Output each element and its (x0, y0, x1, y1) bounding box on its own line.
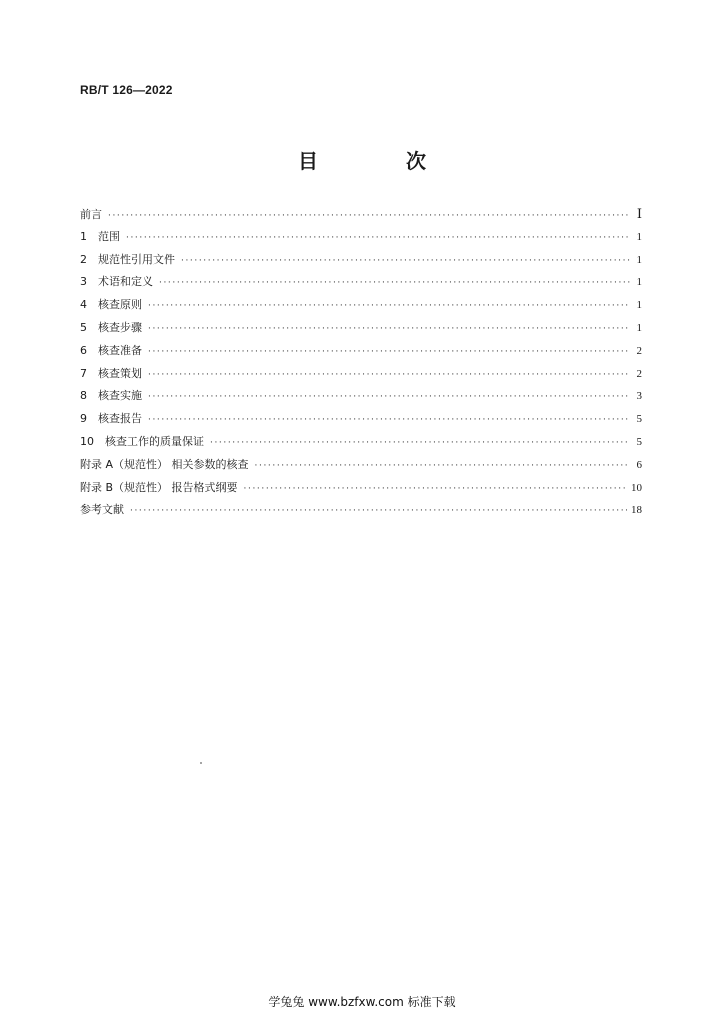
toc-entry-7[interactable] (80, 363, 642, 386)
toc-entry-label: 参考文献 (80, 503, 124, 517)
toc-entry-preface[interactable] (80, 203, 642, 226)
toc-leader-dots (210, 432, 630, 455)
toc-leader-dots (255, 455, 630, 478)
toc-entry-2[interactable] (80, 249, 642, 272)
toc-leader-dots (108, 205, 630, 228)
toc-entry-page: 18 (631, 504, 642, 517)
toc-entry-label: 核查工作的质量保证 (105, 434, 204, 448)
page-footer-watermark: 学兔兔 www.bzfxw.com 标准下载 (268, 995, 456, 1009)
toc-leader-dots (148, 295, 630, 318)
toc-entry-number: 8 (80, 389, 87, 403)
toc-entry-number: 5 (80, 320, 87, 334)
toc-entry-label: 范围 (98, 229, 120, 243)
toc-entry-label: 附录 A（规范性） 相关参数的核查 (80, 457, 249, 471)
toc-entry-number: 2 (80, 252, 87, 266)
toc-entry-label: 附录 B（规范性） 报告格式纲要 (80, 480, 238, 494)
toc-entry-page: 2 (636, 344, 642, 357)
toc-entry-number: 10 (80, 434, 94, 448)
toc-entry-page: 3 (636, 390, 642, 403)
toc-entry-number: 9 (80, 412, 87, 426)
toc-entry-number: 7 (80, 366, 87, 380)
toc-entry-label: 核查步骤 (98, 320, 142, 334)
toc-entry-label: 术语和定义 (98, 275, 153, 289)
toc-entry-bibliography[interactable] (80, 499, 642, 522)
toc-entry-number: 4 (80, 298, 87, 312)
toc-entry-page: 1 (636, 299, 642, 312)
toc-entry-label: 规范性引用文件 (98, 252, 175, 266)
toc-entry-4[interactable] (80, 294, 642, 317)
toc-entry-label: 核查实施 (98, 389, 142, 403)
toc-leader-dots (159, 272, 630, 295)
toc-entry-page: 2 (636, 367, 642, 380)
standard-code: RB/T 126—2022 (80, 83, 173, 97)
toc-entry-page: 5 (636, 413, 642, 426)
toc-entry-label: 前言 (80, 208, 102, 221)
toc-entry-6[interactable] (80, 340, 642, 363)
table-of-contents (80, 203, 642, 522)
toc-entry-3[interactable] (80, 271, 642, 294)
toc-leader-dots (148, 364, 630, 387)
toc-entry-number: 6 (80, 343, 87, 357)
toc-entry-9[interactable] (80, 408, 642, 431)
toc-entry-page: 1 (636, 253, 642, 266)
toc-entry-page: 1 (636, 276, 642, 289)
toc-entry-label: 核查报告 (98, 412, 142, 426)
toc-leader-dots (130, 500, 627, 523)
toc-leader-dots (148, 386, 630, 409)
toc-entry-page: 1 (636, 230, 642, 243)
toc-entry-5[interactable] (80, 317, 642, 340)
toc-entry-annex-b[interactable] (80, 477, 642, 500)
toc-entry-label: 核查准备 (98, 343, 142, 357)
toc-entry-number: 1 (80, 229, 87, 243)
page-title: 目 次 (298, 149, 460, 173)
toc-entry-label: 核查策划 (98, 366, 142, 380)
toc-entry-label: 核查原则 (98, 298, 142, 312)
toc-entry-annex-a[interactable] (80, 454, 642, 477)
toc-entry-page: Ⅰ (636, 206, 642, 221)
toc-entry-10[interactable] (80, 431, 642, 454)
toc-entry-page: 10 (631, 481, 642, 494)
toc-entry-page: 5 (636, 435, 642, 448)
toc-entry-number: 3 (80, 275, 87, 289)
toc-leader-dots (181, 250, 630, 273)
toc-entry-8[interactable] (80, 385, 642, 408)
toc-entry-1[interactable] (80, 226, 642, 249)
toc-leader-dots (148, 409, 630, 432)
toc-leader-dots (148, 341, 630, 364)
toc-entry-page: 6 (636, 458, 642, 471)
toc-leader-dots (126, 227, 630, 250)
toc-entry-page: 1 (636, 321, 642, 334)
scan-speck (200, 762, 202, 764)
toc-leader-dots (148, 318, 630, 341)
toc-leader-dots (244, 478, 627, 501)
